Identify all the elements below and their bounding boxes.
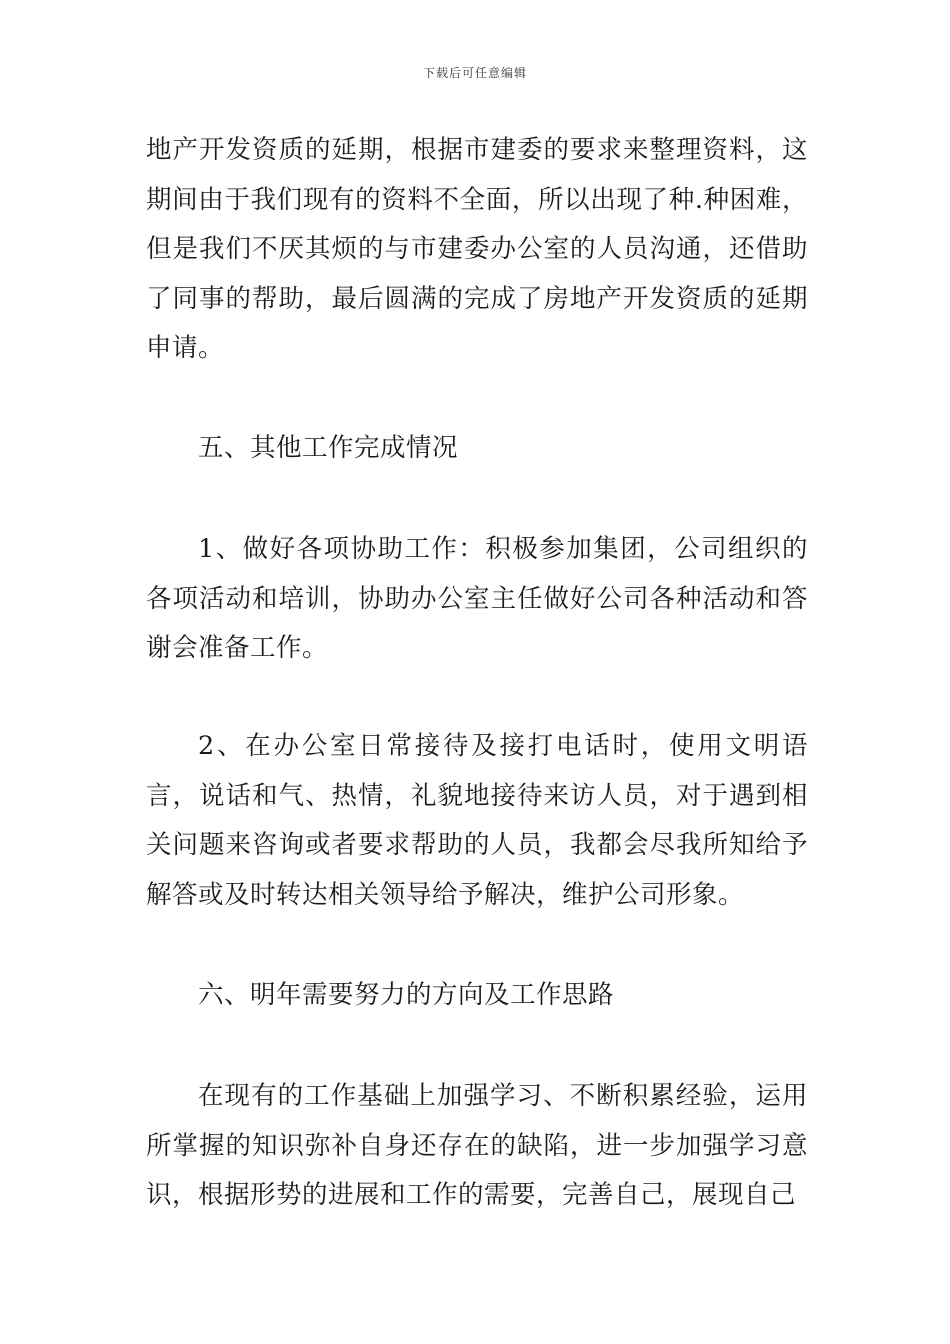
section-heading-5: 五、其他工作完成情况 <box>198 433 459 463</box>
paragraph-continuation: 地产开发资质的延期，根据市建委的要求来整理资料，这期间由于我们现有的资料不全面，所以出现了种.种困难，但是我们不厌其烦的与市建委办公室的人员沟通，还借助了同事的帮助，最后圆满的完成了房地产开发资质的延期申请。 <box>146 135 808 364</box>
paragraph-section-6: 在现有的工作基础上加强学习、不断积累经验，运用所掌握的知识弥补自身还存在的缺陷，进一步加强学习意识，根据形势的进展和工作的需要，完善自己，展现自己 <box>146 1081 808 1211</box>
section-heading-6: 六、明年需要努力的方向及工作思路 <box>198 980 615 1010</box>
paragraph-item-2: 2、在办公室日常接待及接打电话时，使用文明语言，说话和气、热情，礼貌地接待来访人员，对于遇到相关问题来咨询或者要求帮助的人员，我都会尽我所知给予解答或及时转达相关领导给予解决，维护公司形象。 <box>146 731 808 910</box>
paragraph-item-1: 1、做好各项协助工作：积极参加集团，公司组织的各项活动和培训，协助办公室主任做好公司各种活动和答谢会准备工作。 <box>146 534 808 664</box>
header-note: 下载后可任意编辑 <box>422 66 527 80</box>
